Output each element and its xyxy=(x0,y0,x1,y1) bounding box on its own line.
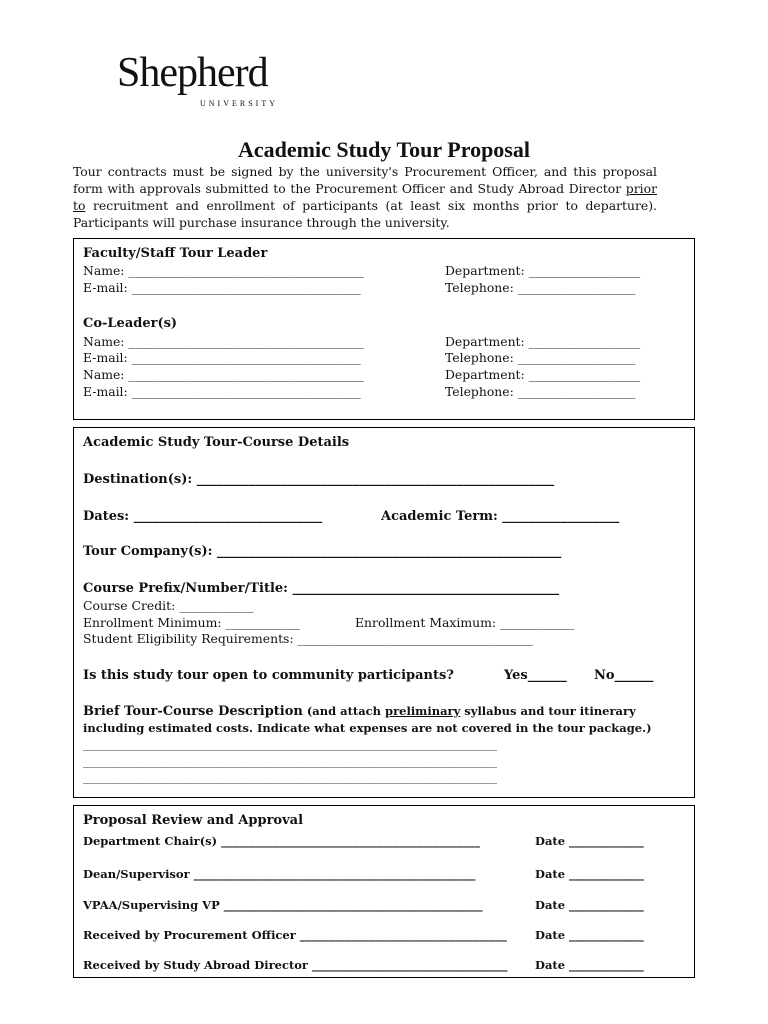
approval-heading: Proposal Review and Approval xyxy=(83,813,304,828)
approval-section xyxy=(73,805,695,978)
department-chair-date[interactable]: Date _____________ xyxy=(535,834,644,848)
description-heading: Brief Tour-Course Description xyxy=(83,704,303,719)
intro-text-1: Tour contracts must be signed by the university's Procurement Officer, and this proposal form with approvals submitted to the Procurement Officer and Study Abroad Director xyxy=(73,164,657,196)
description-note-2: syllabus and tour itinerary xyxy=(460,704,636,718)
intro-text-2: recruitment and enrollment of participants (at least six months prior to departure). Participants will purchase insurance through the university. xyxy=(73,198,657,230)
coleader-email-field-2[interactable]: E-mail: _____________________________________ xyxy=(83,384,361,399)
dean-date[interactable]: Date _____________ xyxy=(535,867,644,881)
study-abroad-director-signature[interactable]: Received by Study Abroad Director __________________________________ xyxy=(83,958,508,972)
enrollment-maximum-field[interactable]: Enrollment Maximum: ____________ xyxy=(355,615,575,630)
description-line-1[interactable]: ________________________________________________________________________ xyxy=(83,737,497,751)
leader-telephone-field[interactable]: Telephone: ___________________ xyxy=(445,280,636,295)
leader-email-field[interactable]: E-mail: _____________________________________ xyxy=(83,280,361,295)
community-yes-field[interactable]: Yes______ xyxy=(504,668,567,683)
coleader-department-field-2[interactable]: Department: __________________ xyxy=(445,367,641,382)
page-title: Academic Study Tour Proposal xyxy=(238,137,530,162)
description-line-2[interactable]: ________________________________________________________________________ xyxy=(83,754,497,768)
leader-section xyxy=(73,238,695,420)
vpaa-date[interactable]: Date _____________ xyxy=(535,898,644,912)
intro-paragraph xyxy=(73,163,657,231)
leader-name-field[interactable]: Name: ______________________________________ xyxy=(83,263,364,278)
description-note-3: including estimated costs. Indicate what expenses are not covered in the tour package.) xyxy=(83,721,652,735)
procurement-officer-signature[interactable]: Received by Procurement Officer ____________________________________ xyxy=(83,928,507,942)
enrollment-minimum-field[interactable]: Enrollment Minimum: ____________ xyxy=(83,615,300,630)
eligibility-field[interactable]: Student Eligibility Requirements: ______________________________________ xyxy=(83,631,533,646)
dates-field[interactable]: Dates: _____________________________ xyxy=(83,509,323,524)
vpaa-signature[interactable]: VPAA/Supervising VP _____________________________________________ xyxy=(83,898,483,912)
description-note-1: (and attach xyxy=(306,704,386,718)
community-question: Is this study tour open to community participants? xyxy=(83,668,454,683)
dean-signature[interactable]: Dean/Supervisor _________________________________________________ xyxy=(83,867,476,881)
study-abroad-director-date[interactable]: Date _____________ xyxy=(535,958,644,972)
intro-underlined: prior to xyxy=(73,181,657,213)
academic-term-field[interactable]: Academic Term: __________________ xyxy=(381,509,620,524)
description-line-3[interactable]: ________________________________________________________________________ xyxy=(83,770,497,784)
coleader-telephone-field-2[interactable]: Telephone: ___________________ xyxy=(445,384,636,399)
coleader-name-field-2[interactable]: Name: ______________________________________ xyxy=(83,367,364,382)
course-credit-field[interactable]: Course Credit: ____________ xyxy=(83,598,254,613)
details-heading: Academic Study Tour-Course Details xyxy=(83,435,350,450)
tour-company-field[interactable]: Tour Company(s): _____________________________________________________ xyxy=(83,544,562,559)
course-details-section xyxy=(73,427,695,798)
department-chair-signature[interactable]: Department Chair(s) _____________________________________________ xyxy=(83,834,480,848)
coleader-name-field-1[interactable]: Name: ______________________________________ xyxy=(83,334,364,349)
leader-heading: Faculty/Staff Tour Leader xyxy=(83,246,268,261)
coleader-email-field-1[interactable]: E-mail: _____________________________________ xyxy=(83,350,361,365)
course-title-field[interactable]: Course Prefix/Number/Title: _________________________________________ xyxy=(83,581,559,596)
community-no-field[interactable]: No______ xyxy=(594,668,654,683)
description-note-underlined: preliminary xyxy=(385,704,461,718)
coleader-telephone-field-1[interactable]: Telephone: ___________________ xyxy=(445,350,636,365)
university-logo: Shepherd xyxy=(117,50,268,96)
procurement-officer-date[interactable]: Date _____________ xyxy=(535,928,644,942)
coleader-department-field-1[interactable]: Department: __________________ xyxy=(445,334,641,349)
coleader-heading: Co-Leader(s) xyxy=(83,316,178,331)
destination-field[interactable]: Destination(s): _______________________________________________________ xyxy=(83,472,555,487)
leader-department-field[interactable]: Department: __________________ xyxy=(445,263,641,278)
university-logo-subtitle: UNIVERSITY xyxy=(200,99,278,108)
